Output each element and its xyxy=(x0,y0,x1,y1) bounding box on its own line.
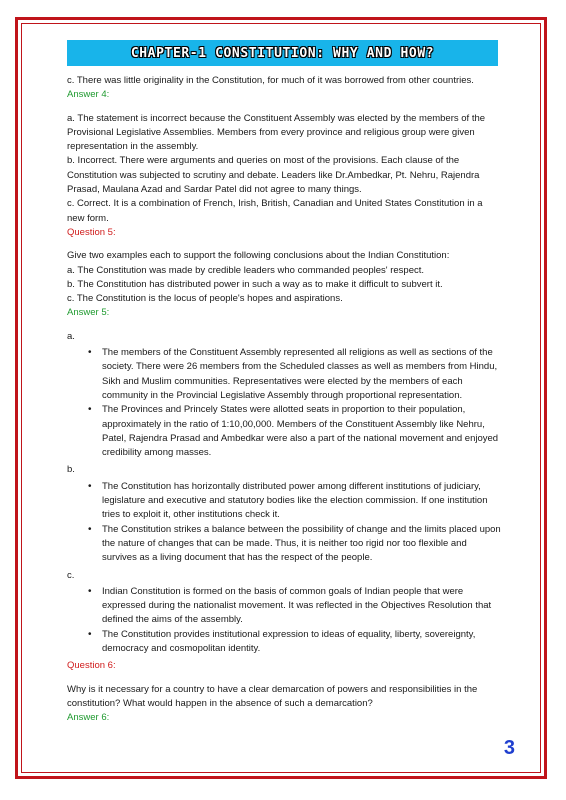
answer4-label: Answer 4: xyxy=(67,89,110,101)
question5-label: Question 5: xyxy=(67,226,116,238)
page-number: 3 xyxy=(503,737,515,759)
question5-intro: Give two examples each to support the following conclusions about the Indian Constitution: xyxy=(67,250,450,262)
answer5-sub-b-list xyxy=(67,480,502,566)
list-item: • The Constitution provides institutional expression to ideas of equality, liberty, sovereignty, democracy and cosmopolitan identity. xyxy=(67,628,502,657)
question6-label: Question 6: xyxy=(67,660,116,672)
list-item: • The Constitution strikes a balance between the possibility of change and the limits placed upon the nature of changes that can be made. Thus, it is neither too rigid nor too flexible and survives as a living document that has the respect of the people. xyxy=(67,523,502,566)
answer4-part-b: b. Incorrect. There were arguments and queries on most of the provisions. Each clause of the Constitution was subjected to scrutiny and debate. Leaders like Dr.Ambedkar, Pt. Nehru, Rajendra Prasad, Maulana Azad and Sardar Patel did not agree to many things. xyxy=(67,155,480,196)
answer5-sub-a-label: a. xyxy=(67,330,75,342)
answer5-sub-c-label: c. xyxy=(67,569,75,581)
chapter-header xyxy=(67,40,498,66)
question5-part-c: c. The Constitution is the locus of people's hopes and aspirations. xyxy=(67,293,343,305)
question5-part-a: a. The Constitution was made by credible leaders who commanded peoples' respect. xyxy=(67,264,425,276)
answer5-sub-c-list xyxy=(67,585,502,656)
answer5-sub-a-list xyxy=(67,346,502,460)
answer5-label: Answer 5: xyxy=(67,307,110,319)
list-item: • Indian Constitution is formed on the basis of common goals of Indian people that were expressed during the nationalist movement. It was reflected in the Objectives Resolution that defined the aims of the assembly. xyxy=(67,585,502,628)
chapter-title: CHAPTER-1 CONSTITUTION: WHY AND HOW? xyxy=(130,45,435,61)
question4-part-c: c. There was little originality in the Constitution, for much of it was borrowed from other countries. xyxy=(67,75,474,86)
answer6-label: Answer 6: xyxy=(67,712,110,724)
answer5-sub-b-label: b. xyxy=(67,464,75,476)
list-item: • The members of the Constituent Assembly represented all religions as well as sections of the society. There were 26 members from the Scheduled classes as well as members from Hindu, Sikh and Muslim communities. Representatives were elected by the members of each community in the Provincial Legislative Assembly through proportional representation. xyxy=(67,346,502,403)
list-item: • The Constitution has horizontally distributed power among different institutions of judiciary, legislature and executive and statutory bodies like the election commission. If one institution tries to exploit it, other institutions check it. xyxy=(67,480,502,523)
answer4-part-c: c. Correct. It is a combination of French, Irish, British, Canadian and United States Constitution in a new form. xyxy=(67,198,483,224)
question6-text: Why is it necessary for a country to have a clear demarcation of powers and responsibilities in the constitution? What would happen in the absence of such a demarcation? xyxy=(67,683,478,709)
page-content xyxy=(67,74,502,725)
list-item: • The Provinces and Princely States were allotted seats in proportion to their population, approximately in the ratio of 1:10,00,000. Members of the Constituent Assembly like Nehru, Patel, Rajendra Prasad and Ambedkar were also a part of the national movement and enjoyed credibility among masses. xyxy=(67,403,502,460)
question5-part-b: b. The Constitution has distributed power in such a way as to make it difficult to subvert it. xyxy=(67,278,443,290)
answer4-part-a: a. The statement is incorrect because the Constituent Assembly was elected by the members of the Provisional Legislative Assemblies. Members from every province and religious group were given representation in the assembly. xyxy=(67,112,486,153)
